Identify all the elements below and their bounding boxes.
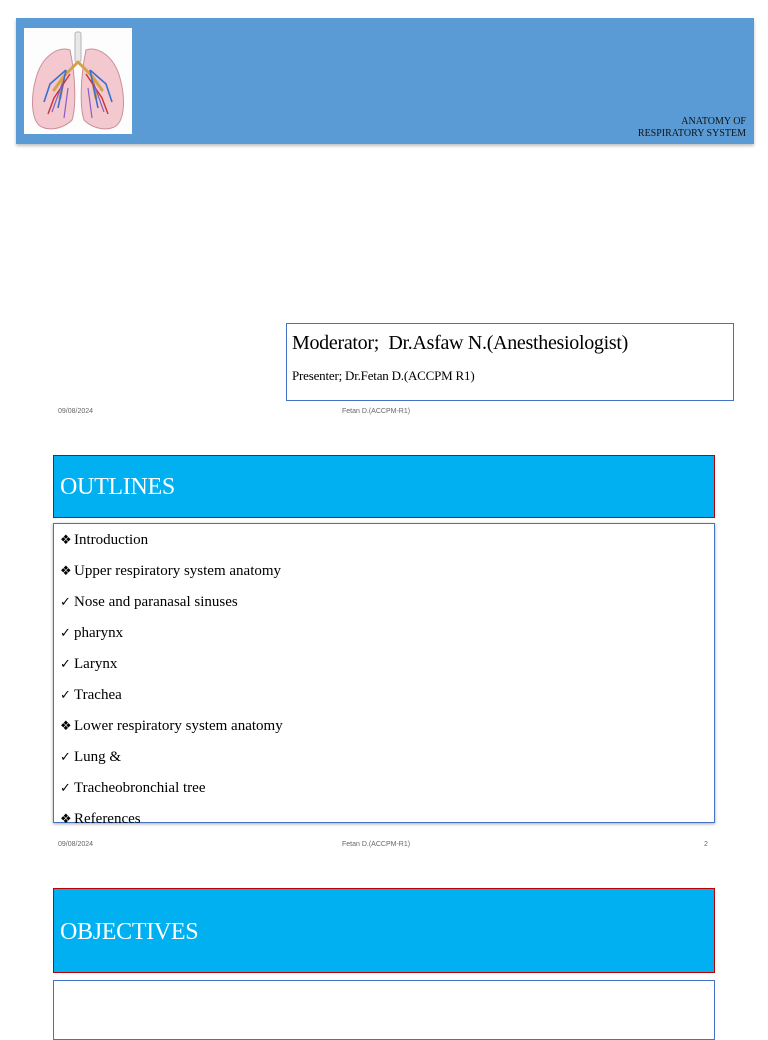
objectives-title-bar [53, 888, 715, 973]
diamond-bullet-icon: ❖ [60, 812, 72, 827]
presentation-title [496, 116, 746, 140]
moderator-box [286, 323, 734, 401]
diamond-bullet-icon: ❖ [60, 533, 72, 548]
checkmark-icon: ✓ [60, 750, 71, 765]
list-item-label: Trachea [74, 687, 122, 703]
list-item-label: Larynx [74, 656, 118, 672]
list-item-label: Lower respiratory system anatomy [74, 718, 283, 734]
lungs-icon [24, 28, 132, 134]
list-item-label: Upper respiratory system anatomy [74, 563, 282, 579]
list-item [60, 683, 283, 714]
list-item-label: pharynx [74, 625, 124, 641]
title-line-2: RESPIRATORY SYSTEM [637, 128, 746, 139]
list-item-label: Lung & [74, 749, 122, 765]
list-item [60, 745, 283, 776]
list-item [60, 590, 283, 621]
footer-author: Fetan D.(ACCPM-R1) [342, 408, 411, 415]
list-item-label: Tracheobronchial tree [74, 780, 206, 796]
list-item [60, 714, 283, 745]
list-item [60, 807, 283, 838]
slide-title: OUTLINES [60, 474, 175, 500]
checkmark-icon: ✓ [60, 626, 71, 641]
footer-author: Fetan D.(ACCPM-R1) [342, 841, 411, 848]
footer-date: 09/08/2024 [58, 841, 94, 848]
checkmark-icon: ✓ [60, 595, 71, 610]
outline-list [60, 528, 283, 838]
list-item-label: Nose and paranasal sinuses [74, 594, 238, 610]
diamond-bullet-icon: ❖ [60, 719, 72, 734]
list-item [60, 559, 283, 590]
list-item [60, 652, 283, 683]
lungs-illustration [24, 28, 132, 134]
diamond-bullet-icon: ❖ [60, 564, 72, 579]
list-item-label: References [74, 811, 141, 827]
list-item [60, 776, 283, 807]
list-item-label: Introduction [74, 532, 149, 548]
outline-content-box [53, 523, 715, 827]
footer-date: 09/08/2024 [58, 408, 94, 415]
checkmark-icon: ✓ [60, 688, 71, 703]
outlines-title-bar [53, 455, 715, 518]
presenter-text: Presenter; Dr.Fetan D.(ACCPM R1) [292, 368, 475, 383]
page-number: 2 [704, 841, 708, 848]
moderator-text: Moderator; Dr.Asfaw N.(Anesthesiologist) [292, 332, 628, 354]
list-item [60, 621, 283, 652]
list-item [60, 528, 283, 559]
slide-title: OBJECTIVES [60, 919, 199, 945]
objectives-content-box [53, 980, 715, 1040]
title-line-1: ANATOMY OF [681, 116, 746, 127]
checkmark-icon: ✓ [60, 781, 71, 796]
checkmark-icon: ✓ [60, 657, 71, 672]
